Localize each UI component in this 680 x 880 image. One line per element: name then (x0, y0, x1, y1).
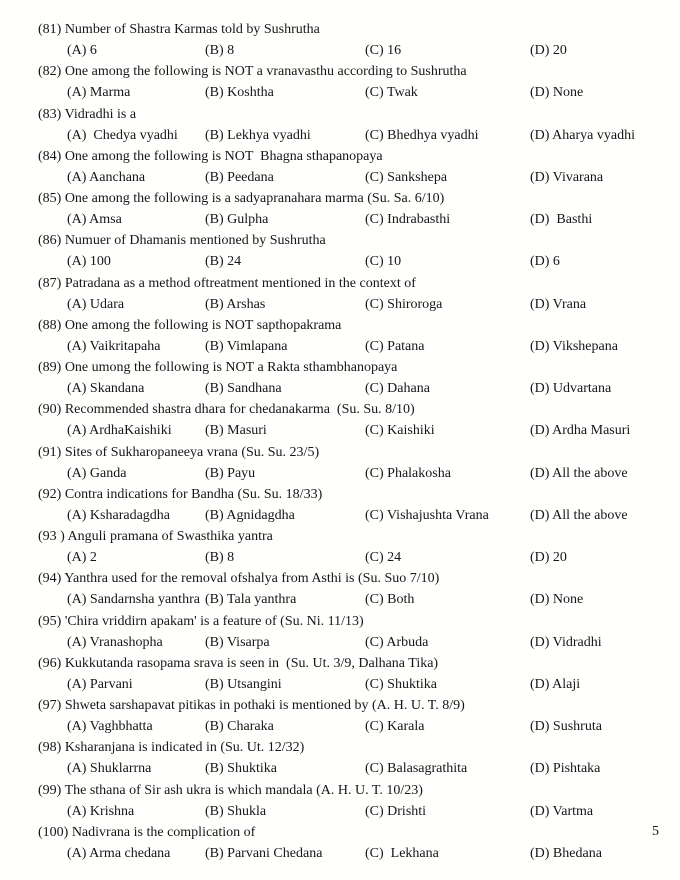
options-row (0, 336, 680, 357)
option-a: (A) Ganda (67, 465, 127, 481)
question-text: (91) Sites of Sukharopaneeya vrana (Su. Su. 23/5) (38, 444, 320, 460)
options-row (0, 843, 680, 864)
options-row (0, 758, 680, 779)
option-d: (D) None (530, 592, 584, 608)
question-block (0, 822, 680, 864)
question-block (0, 526, 680, 568)
option-b: (B) 8 (205, 43, 235, 59)
options-row (0, 716, 680, 737)
option-a: (A) Udara (67, 296, 125, 312)
option-a: (A) Amsa (67, 212, 122, 228)
option-a: (A) Vaghbhatta (67, 719, 153, 735)
option-c: (C) Phalakosha (365, 465, 451, 481)
question-block (0, 484, 680, 526)
options-row (0, 632, 680, 653)
question-block (0, 188, 680, 230)
option-c: (C) Kaishiki (365, 423, 435, 439)
option-a: (A) Vranashopha (67, 634, 163, 650)
option-b: (B) Agnidagdha (205, 507, 295, 523)
question-block (0, 653, 680, 695)
option-b: (B) Lekhya vyadhi (205, 127, 311, 143)
question-text: (88) One among the following is NOT sapthopakrama (38, 317, 342, 333)
question-text: (84) One among the following is NOT Bhagna sthapanopaya (38, 148, 383, 164)
options-row (0, 589, 680, 610)
option-c: (C) Shiroroga (365, 296, 443, 312)
question-block (0, 357, 680, 399)
options-row (0, 82, 680, 103)
option-c: (C) Arbuda (365, 634, 429, 650)
question-block (0, 695, 680, 737)
options-row (0, 674, 680, 695)
option-a: (A) Aanchana (67, 169, 146, 185)
page-number: 5 (652, 824, 659, 839)
option-d: (D) Alaji (530, 676, 581, 692)
option-c: (C) 10 (365, 254, 402, 270)
option-d: (D) Basthi (530, 212, 593, 228)
option-c: (C) Twak (365, 85, 418, 101)
option-a: (A) Marma (67, 85, 131, 101)
option-c: (C) Bhedhya vyadhi (365, 127, 479, 143)
option-a: (A) Sandarnsha yanthra (67, 592, 200, 608)
options-row (0, 209, 680, 230)
question-text: (86) Numuer of Dhamanis mentioned by Sushrutha (38, 233, 326, 249)
question-list (0, 19, 680, 864)
question-block (0, 230, 680, 272)
question-text: (99) The sthana of Sir ash ukra is which mandala (A. H. U. T. 10/23) (38, 782, 423, 798)
options-row (0, 547, 680, 568)
question-text: (87) Patradana as a method oftreatment mentioned in the context of (38, 275, 416, 291)
question-block (0, 737, 680, 779)
option-b: (B) Tala yanthra (205, 592, 297, 608)
option-b: (B) Arshas (205, 296, 266, 312)
option-d: (D) 20 (530, 43, 567, 59)
question-text: (97) Shweta sarshapavat pitikas in pothaki is mentioned by (A. H. U. T. 8/9) (38, 698, 465, 713)
question-text: (100) Nadivrana is the complication of (38, 824, 256, 840)
question-block (0, 399, 680, 441)
options-row (0, 294, 680, 315)
question-text: (96) Kukkutanda rasopama srava is seen in (Su. Ut. 3/9, Dalhana Tika) (38, 655, 439, 671)
option-a: (A) Arma chedana (67, 845, 171, 861)
option-b: (B) Koshtha (205, 85, 274, 101)
option-a: (A) 6 (67, 43, 97, 59)
option-c: (C) Balasagrathita (365, 761, 468, 777)
options-row (0, 251, 680, 272)
option-c: (C) Lekhana (365, 845, 439, 861)
option-b: (B) 8 (205, 550, 235, 566)
option-b: (B) Sandhana (205, 381, 282, 397)
option-c: (C) Both (365, 592, 415, 608)
option-c: (C) Drishti (365, 803, 427, 819)
option-d: (D) Vidradhi (530, 634, 602, 650)
option-c: (C) 16 (365, 43, 402, 59)
question-text: (81) Number of Shastra Karmas told by Sushrutha (38, 22, 320, 37)
question-block (0, 780, 680, 822)
option-a: (A) Krishna (67, 803, 135, 819)
option-c: (C) Dahana (365, 381, 430, 397)
question-text: (95) 'Chira vriddirn apakam' is a feature of (Su. Ni. 11/13) (38, 613, 364, 629)
options-row (0, 801, 680, 822)
question-block (0, 61, 680, 103)
option-b: (B) Parvani Chedana (205, 845, 323, 861)
option-b: (B) Charaka (205, 719, 274, 735)
option-b: (B) Utsangini (205, 676, 282, 692)
question-block (0, 19, 680, 61)
options-row (0, 463, 680, 484)
option-b: (B) Masuri (205, 423, 267, 439)
option-d: (D) Pishtaka (530, 761, 601, 777)
options-row (0, 420, 680, 441)
question-text: (89) One umong the following is NOT a Rakta sthambhanopaya (38, 360, 398, 375)
option-b: (B) Vimlapana (205, 338, 288, 354)
option-c: (C) Sankshepa (365, 169, 448, 185)
options-row (0, 378, 680, 399)
question-block (0, 273, 680, 315)
option-a: (A) Chedya vyadhi (67, 127, 178, 143)
option-c: (C) Shuktika (365, 676, 437, 692)
option-a: (A) Vaikritapaha (67, 338, 161, 354)
options-row (0, 505, 680, 526)
option-b: (B) Peedana (205, 169, 274, 185)
options-row (0, 40, 680, 61)
option-b: (B) Shukla (205, 803, 267, 819)
option-d: (D) All the above (530, 507, 628, 523)
option-d: (D) Vrana (530, 296, 587, 312)
option-d: (D) Sushruta (530, 719, 602, 735)
question-text: (94) Yanthra used for the removal ofshalya from Asthi is (Su. Suo 7/10) (38, 571, 440, 587)
option-a: (A) Skandana (67, 381, 145, 397)
question-text: (90) Recommended shastra dhara for chedanakarma (Su. Su. 8/10) (38, 402, 415, 418)
question-text: (92) Contra indications for Bandha (Su. Su. 18/33) (38, 486, 323, 502)
option-d: (D) 6 (530, 254, 560, 270)
option-c: (C) Indrabasthi (365, 212, 451, 228)
question-block (0, 611, 680, 653)
option-a: (A) Ksharadagdha (67, 507, 171, 523)
question-block (0, 315, 680, 357)
option-d: (D) Vikshepana (530, 338, 618, 354)
question-block (0, 568, 680, 610)
question-block (0, 442, 680, 484)
option-c: (C) Vishajushta Vrana (365, 507, 489, 523)
option-a: (A) ArdhaKaishiki (67, 423, 172, 439)
options-row (0, 125, 680, 146)
option-d: (D) Bhedana (530, 845, 602, 861)
question-block (0, 104, 680, 146)
option-d: (D) Vartma (530, 803, 594, 819)
question-text: (98) Ksharanjana is indicated in (Su. Ut. 12/32) (38, 740, 305, 756)
option-d: (D) Udvartana (530, 381, 612, 397)
option-d: (D) None (530, 85, 584, 101)
option-d: (D) Ardha Masuri (530, 423, 631, 439)
question-block (0, 146, 680, 188)
options-row (0, 167, 680, 188)
option-d: (D) All the above (530, 465, 628, 481)
question-text: (93 ) Anguli pramana of Swasthika yantra (38, 529, 273, 544)
option-d: (D) Aharya vyadhi (530, 127, 635, 143)
option-c: (C) Karala (365, 719, 425, 735)
option-b: (B) 24 (205, 254, 242, 270)
question-text: (83) Vidradhi is a (38, 106, 137, 122)
option-d: (D) Vivarana (530, 169, 604, 185)
question-text: (82) One among the following is NOT a vranavasthu according to Sushrutha (38, 64, 467, 80)
option-a: (A) Shuklarrna (67, 761, 152, 777)
option-b: (B) Payu (205, 465, 256, 481)
option-b: (B) Visarpa (205, 634, 270, 650)
option-d: (D) 20 (530, 550, 567, 566)
option-a: (A) 2 (67, 550, 97, 566)
option-c: (C) 24 (365, 550, 402, 566)
option-a: (A) Parvani (67, 676, 133, 692)
option-b: (B) Gulpha (205, 212, 269, 228)
option-b: (B) Shuktika (205, 761, 277, 777)
question-text: (85) One among the following is a sadyapranahara marma (Su. Sa. 6/10) (38, 191, 445, 206)
option-c: (C) Patana (365, 338, 425, 354)
option-a: (A) 100 (67, 254, 111, 270)
